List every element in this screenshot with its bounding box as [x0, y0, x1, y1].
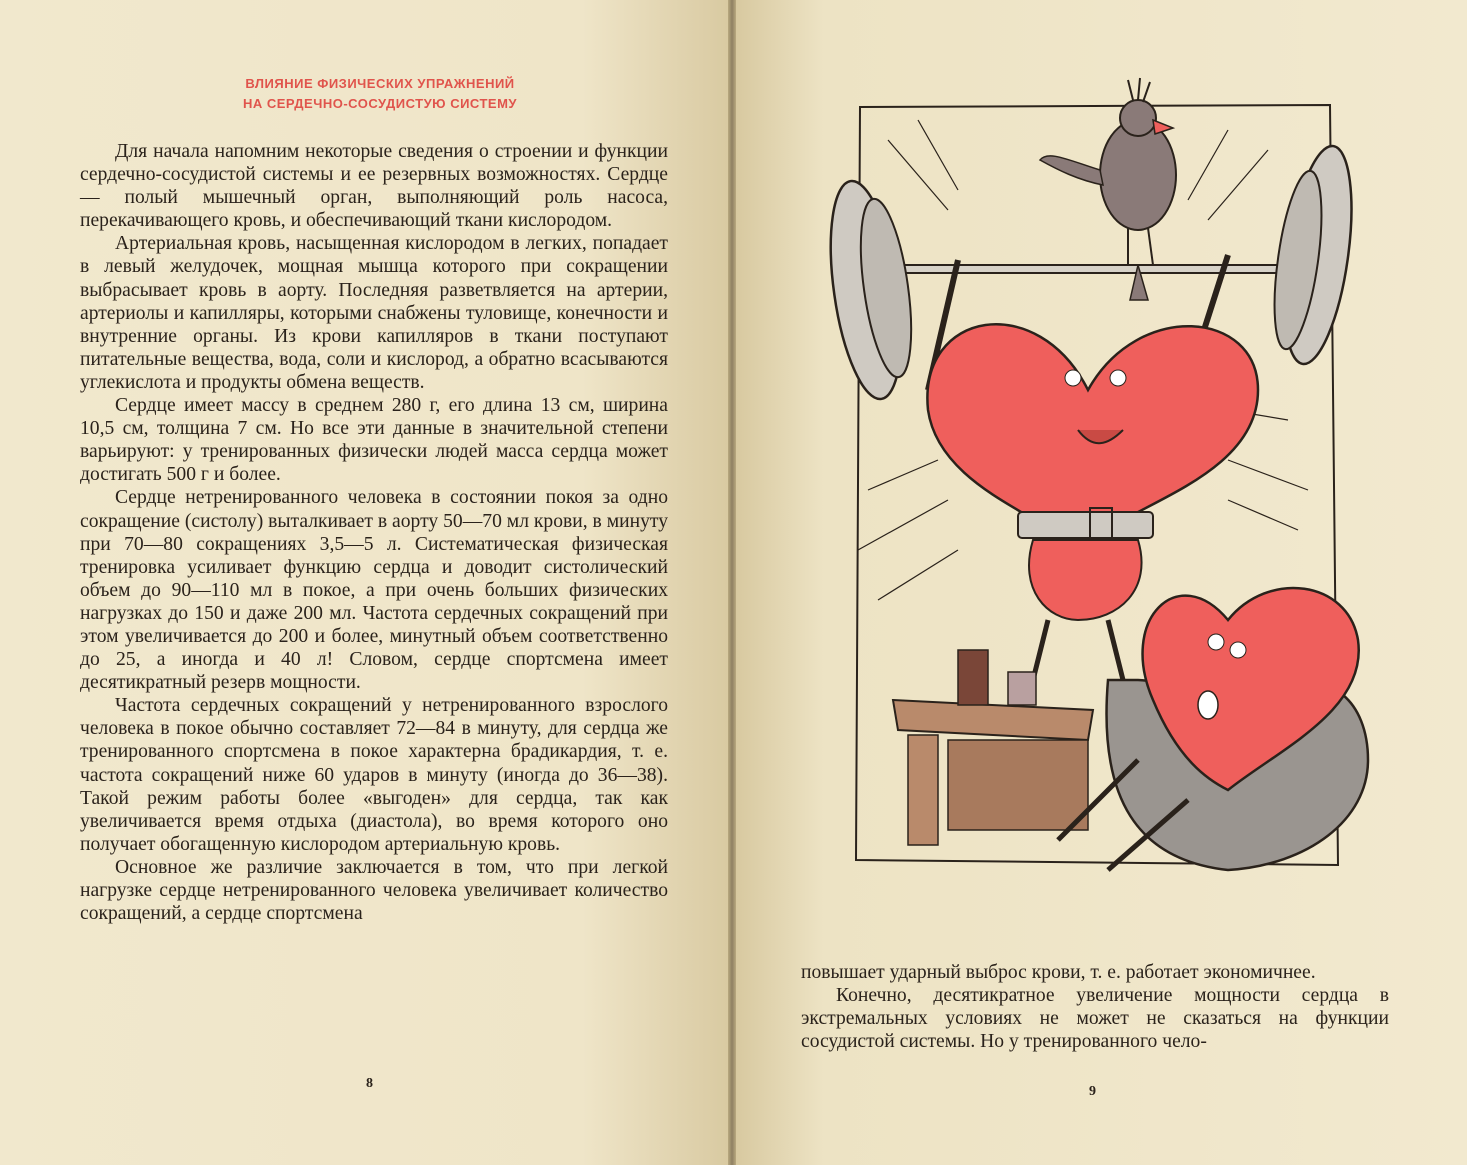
paragraph: Основное же различие заключается в том, что при легкой нагрузке сердце нетренированного человека увеличивает количество сокращений, а сердце спортсмена	[80, 856, 668, 925]
side-table	[893, 650, 1093, 845]
left-body-text	[80, 140, 668, 925]
right-body-text	[801, 961, 1389, 1053]
paragraph: Конечно, десятикратное увеличение мощности сердца в экстремальных условиях не может не сказаться на функции сосудистой системы. Но у тренированного чело-	[801, 985, 1389, 1053]
heading-line-2: НА СЕРДЕЧНО-СОСУДИСТУЮ СИСТЕМУ	[242, 96, 518, 111]
book-gutter	[728, 0, 736, 1165]
page-number-right: 9	[1089, 1084, 1096, 1099]
heading-line-1: ВЛИЯНИЕ ФИЗИЧЕСКИХ УПРАЖНЕНИЙ	[245, 76, 515, 91]
chapter-heading	[170, 74, 590, 114]
paragraph: повышает ударный выброс крови, т. е. работает экономичнее.	[801, 962, 1316, 983]
page-number-left: 8	[366, 1076, 373, 1091]
paragraph: Частота сердечных сокращений у нетренированного взрослого человека в покое обычно составляет 72—84 в минуту, для сердца же тренированного спортсмена в покое характерна брадикардия, т. е. частота сокращений ниже 60 ударов в минуту (иногда до 36—38). Такой режим работы более «выгоден» для сердца, так как увеличивается время отдыха (диастола), во время которого оно получает обогащенную кислородом артериальную кровь.	[80, 695, 668, 855]
paragraph: Сердце нетренированного человека в состоянии покоя за одно сокращение (систолу) выталкивает в аорту 50—70 мл крови, в минуту при 70—80 сокращениях 3,5—5 л. Систематическая физическая тренировка усиливает функцию сердца и доводит систолический объем до 90—110 мл в покое, а при очень больших физических нагрузках до 150 и даже 200 мл. Частота сердечных сокращений при этом увеличивается до 200 и более, минутный объем соответственно до 25, а иногда и 40 л! Словом, сердце спортсмена имеет десятикратный резерв мощности.	[80, 487, 668, 694]
left-page	[0, 0, 728, 1165]
heart-cartoon-illustration	[808, 60, 1398, 895]
paragraph: Для начала напомним некоторые сведения о строении и функции сердечно-сосудистой системы и ее резервных возможностях. Сердце — полый мышечный орган, выполняющий роль насоса, перекачивающего кровь, и обеспечивающий ткани кислородом.	[80, 141, 668, 232]
paragraph: Сердце имеет массу в среднем 280 г, его длина 13 см, ширина 10,5 см, толщина 7 см. Но все эти данные в значительной степени варьируют: у тренированных физически людей масса сердца может достигать 500 г и более.	[80, 395, 668, 486]
tired-heart-in-armchair	[1058, 588, 1368, 870]
paragraph: Артериальная кровь, насыщенная кислородом в легких, попадает в левый желудочек, мощная мышца которого при сокращении выбрасывает кровь в аорту. Последняя разветвляется на артерии, артериолы и капилляры, которыми снабжены туловище, конечности и внутренние органы. Из крови капилляров в ткани поступают питательные вещества, вода, соли и кислород, а обратно всасываются углекислота и продукты обмена веществ.	[80, 233, 668, 393]
